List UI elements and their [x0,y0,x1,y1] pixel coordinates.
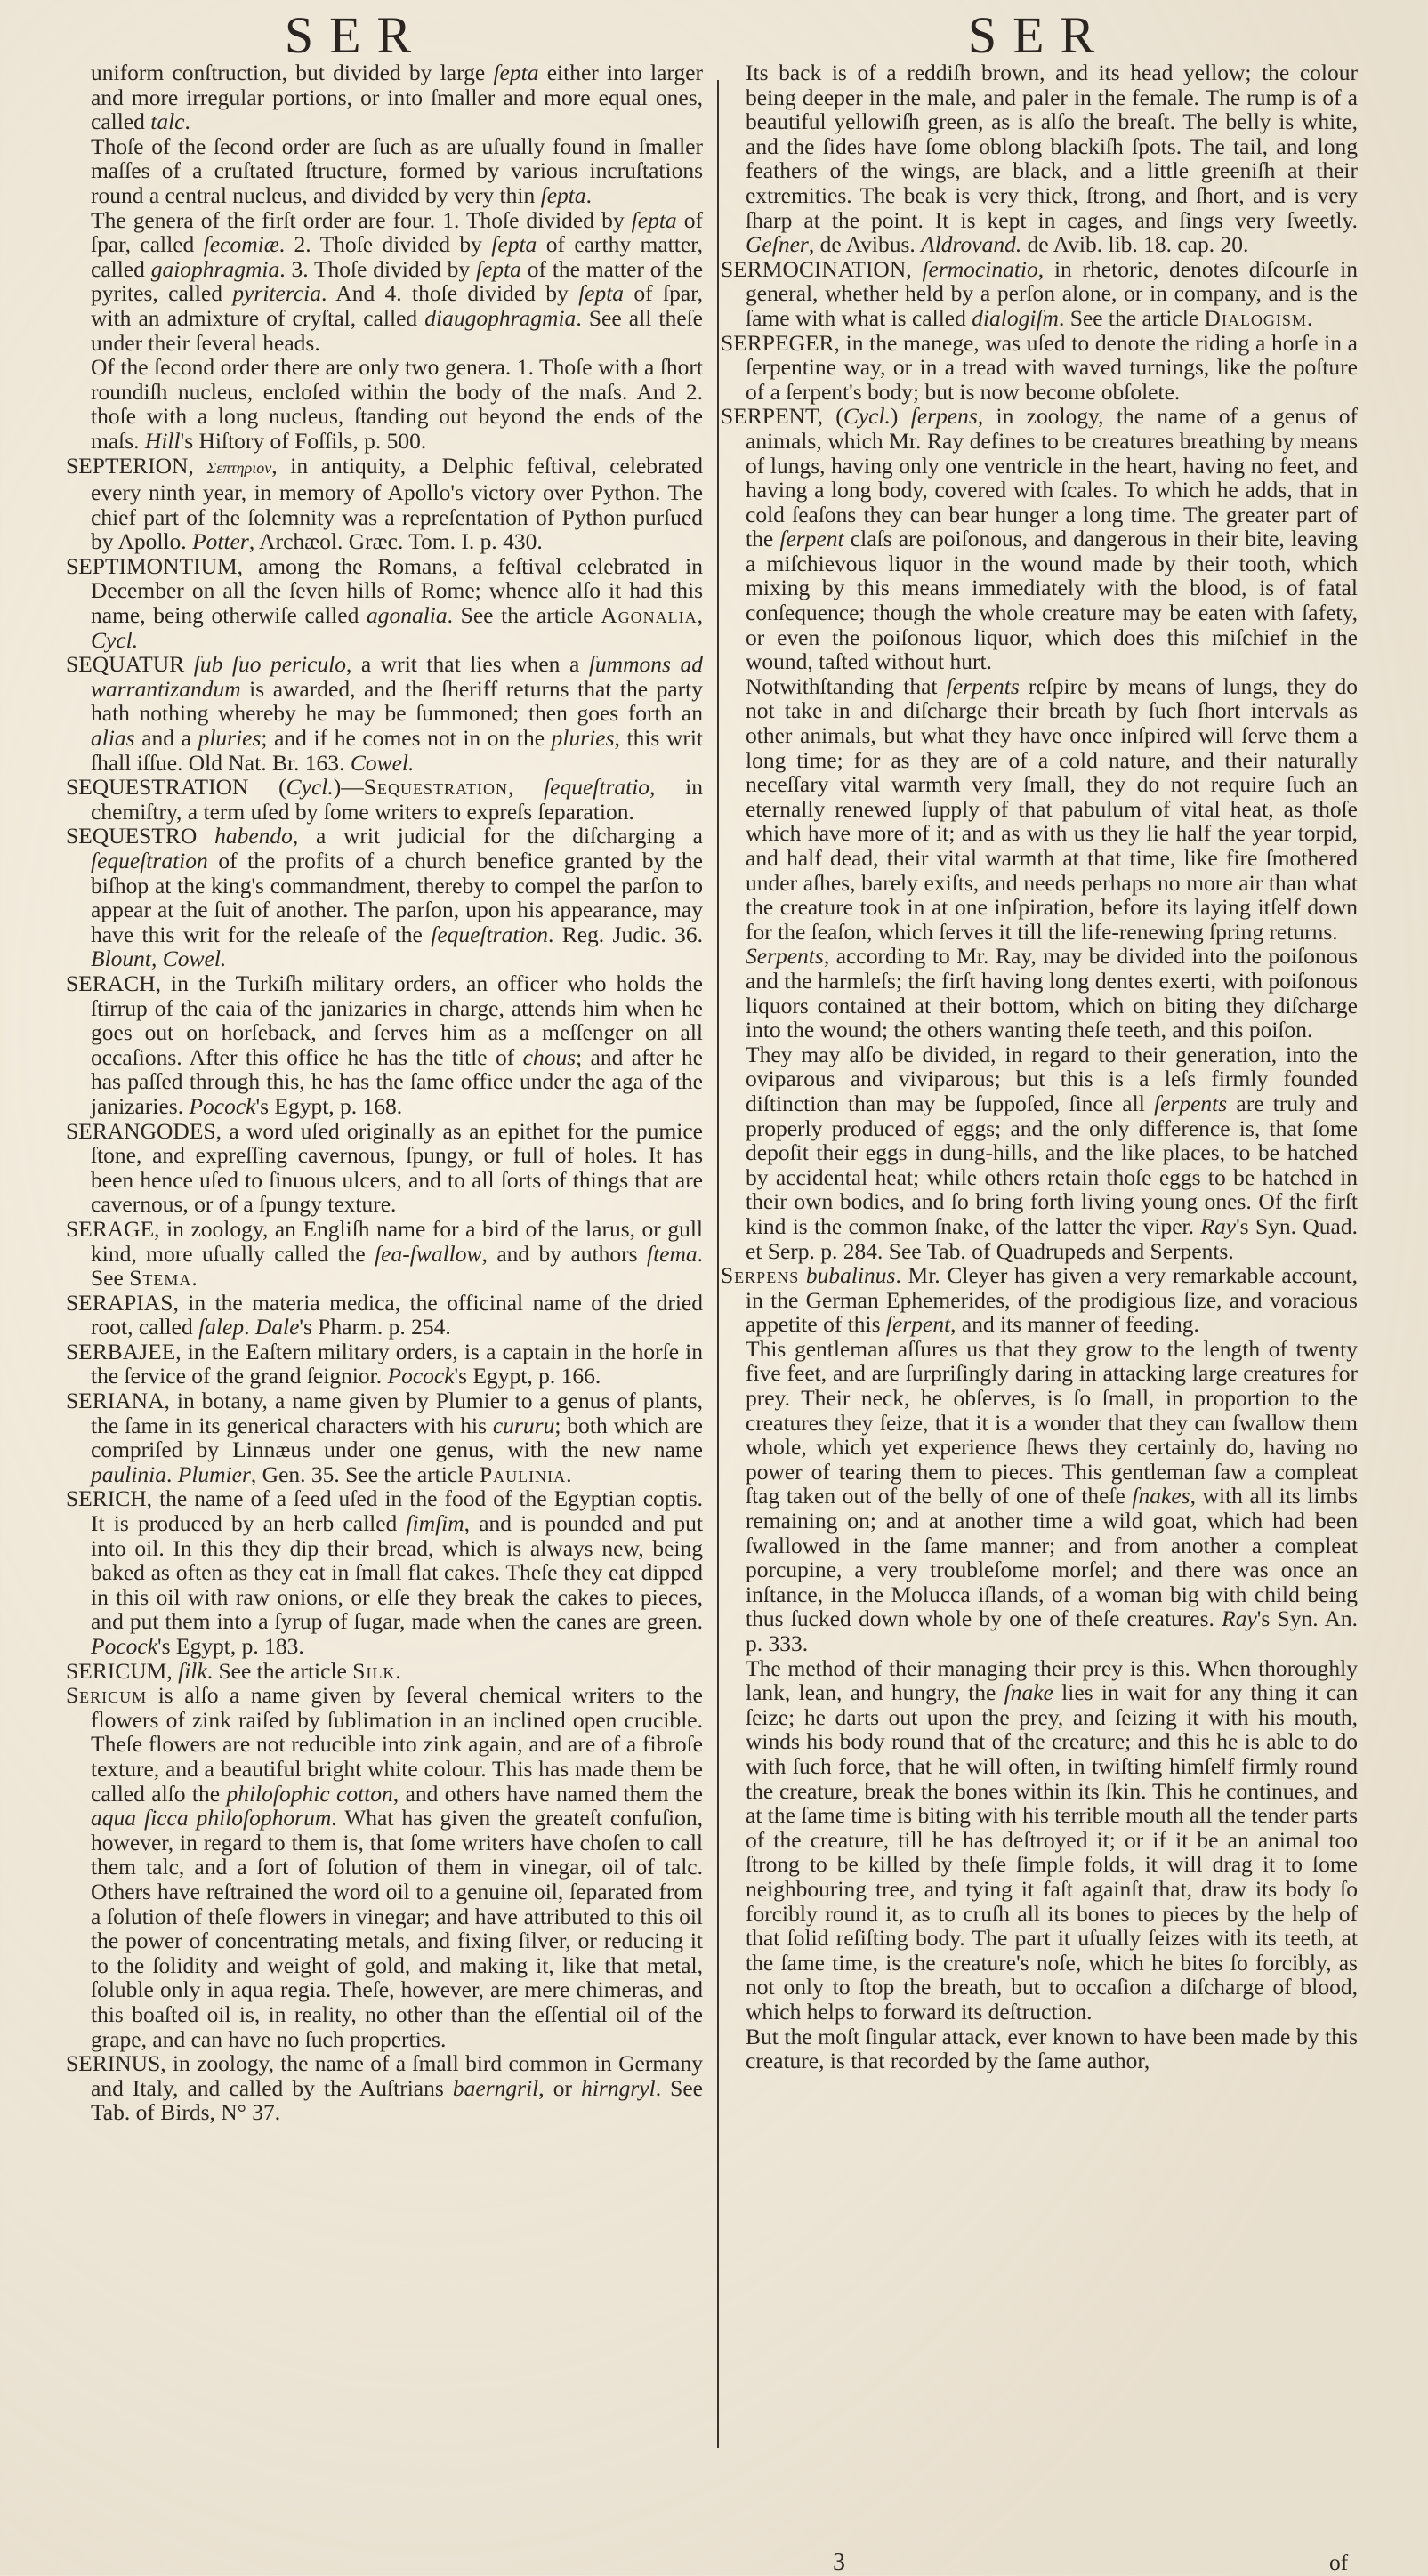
text-run: They may alſo be divided, in regard to their generation, into the oviparous and viviparous; but this is a leſs firmly founded diſtinction than may be ſuppoſed, ſince all [746,1041,1358,1116]
dictionary-entry [66,971,703,1119]
catchword: of [1329,2549,1349,2575]
italic-text: ſerpens [910,403,978,430]
text-run: SEPTIMONTIUM, among the Romans, a feſtival celebrated in December on all the ſeven hills of Rome; whence alſo it had this name, being otherwiſe called [66,552,703,629]
text-run: , a writ that lies when a [346,651,589,678]
text-run: SERACH, in the Turkiſh military orders, an officer who holds the ſtirrup of the caia of the janizaries in charge, attends him when he goes out on horſeback, and ſerves him as a meſſenger on all occaſions. After this office he has the title of [66,970,703,1070]
text-run: . [395,1657,401,1684]
text-run [799,1262,806,1288]
dictionary-entry [721,257,1358,331]
italic-text: Cowel. [350,749,415,776]
italic-text: Ray [1222,1606,1257,1632]
italic-text: baerngril [452,2074,539,2101]
text-run: SERAGE, in zoology, an Engliſh name for a bird of the larus, or gull kind, more uſually called the [66,1215,703,1267]
text-run: . [166,1461,178,1487]
text-run: . Mr. Cleyer has given a very remarkable account, in the German Ephemerides, of the prodigious ſize, and voracious appetite of this [746,1262,1359,1338]
entry-paragraph [66,60,703,134]
text-run: SERANGODES, a word uſed originally as an epithet for the pumice ſtone, and expreſſing cavernous, ſpungy, or full of holes. It has been hence uſed to ſinuous ulcers, and to all ſorts of things that are cavernous, or of a ſpungy texture. [66,1117,703,1218]
text-run: . See the article [447,602,601,629]
text-run: Of the ſecond order there are only two genera. 1. Thoſe with a ſhort roundiſh nucleus, encloſed within the body of the maſs. And 2. thoſe with a long nucleus, ſtanding out beyond the ends of the maſs. [91,354,703,454]
italic-text: ſerpent [885,1311,951,1338]
italic-text: dialogiſm [972,304,1059,331]
text-run: ; and if he comes not in on the [261,725,552,752]
text-run: of ſpar, called [91,206,703,258]
italic-text: Blount, Cowel. [91,946,227,972]
text-run: either into larger and more irregular portions, or into ſmaller and more equal ones, called [91,60,703,135]
dictionary-entry [66,1291,703,1340]
italic-text: ſequeſtration [431,921,548,947]
text-run: SERPEGER, in the manege, was uſed to denote the riding a horſe in a ſerpentine way, or in a tread with waved turnings, like the poſture of a ſerpent's body; but is now become obſolete. [721,329,1358,405]
text-run: reſpire by means of lungs, they do not take in and diſcharge their breath by ſuch ſhort intervals as other animals, but what they have once inſpired will ſerve them a long time; for as they are of a cold nature, and their naturally neceſſary vital warmth very ſmall, they do not require ſuch an eternally renewed ſupply of that pabulum of vital heat, as thoſe which have more of it; and as with us they lie half the year torpid, and half dead, their vital warmth at that time, like fire ſmothered under aſhes, barely exiſts, and needs perhaps no more air than what the creature took in at one inſpiration, before its laying itſelf down for the ſeaſon, which ſerves it till the life-renewing ſpring returns. [746,672,1358,945]
italic-text: Pocock [189,1092,256,1119]
text-run: ; both which are compriſed by Linnæus under one genus, with the new name [91,1412,703,1463]
text-run: . [184,109,190,135]
text-run: . [191,1265,198,1292]
dictionary-entry [66,2051,703,2125]
small-caps-text: Paulinia [479,1461,567,1487]
text-run: . 2. Thoſe divided by [278,231,492,258]
dictionary-entry [66,1659,703,1684]
entry-paragraph [66,208,703,356]
italic-text: ſea-ſwallow [375,1240,482,1267]
italic-text: ſepta [540,181,586,208]
italic-text: Dale [254,1314,300,1340]
italic-text: Hill [144,427,181,454]
text-run: SERBAJEE, in the Eaſtern military orders, is a captain in the horſe in the ſervice of the grand ſeignior. [66,1338,703,1389]
text-run: , according to Mr. Ray, may be divided into the poiſonous and the harmleſs; the firſt having long dentes exerti, with poiſonous liquors contained at their bottom, which on biting they diſcharge into the wound; the others wanting theſe teeth, and this poiſon. [746,943,1358,1043]
text-run: of ſpar, with an admixture of cryſtal, called [91,280,704,331]
italic-text: ſepta [491,231,537,258]
text-run: , and others have named them the [392,1780,703,1807]
dictionary-entry [66,554,703,652]
text-run: of earthy matter, called [91,231,703,282]
text-run: . See the article [206,1657,353,1684]
text-run: , and by authors [481,1240,647,1267]
italic-text: ſepta [475,255,521,282]
italic-text: ſepta [493,60,539,85]
text-run: 's Egypt, p. 168. [255,1092,403,1119]
text-run: , this writ ſhall iſſue. Old Nat. Br. 163. [91,725,704,776]
text-run: . See the article [1058,304,1205,331]
italic-text: ſequeſtration [91,848,208,873]
dictionary-entry [66,1683,703,2051]
text-run: SEPTERION, [66,452,207,479]
text-run: , with all its limbs remaining on; and at another time a wild goat, which had been ſwallowed in the ſame manner; and from another a compleat porcupine, a very troubleſome morſel; and there was once an inſtance, in the Molucca iſlands, of a woman big with child being thus ſucked down whole by one of theſe creatures. [746,1483,1358,1632]
italic-text: chous [522,1043,577,1070]
italic-text: agonalia [366,602,448,629]
small-caps-text: Silk [352,1657,396,1684]
text-run: claſs are poiſonous, and dangerous in their bite, leaving a miſchievous liquor in the wound made by their tooth, which mixing by this means immediately with the blood, is of fatal conſequence; though the whole creature may be eaten with ſafety, or even the poiſonous liquor, which does this miſchief in the wound, taſted without hurt. [746,526,1359,675]
dictionary-entry [66,1217,703,1291]
text-run: . [1306,304,1313,331]
text-run: SERAPIAS, in the materia medica, the officinal name of the dried root, called [66,1289,703,1340]
entry-paragraph [721,1042,1358,1263]
text-run: , in rhetoric, denotes diſcourſe in general, whether held by a perſon alone, or in company, and is the ſame with what is called [746,255,1358,331]
italic-text: ſepta [631,206,677,233]
text-run: SERICUM, [66,1657,179,1684]
text-run: are truly and properly produced of eggs; and the only difference is, that ſome depoſit their eggs in dung-hills, and the like places, to be hatched by accidental heat; while others retain thoſe eggs to be hatched in their own bodies, and ſo bring forth living young ones. Of the firſt kind is the common ſnake, of the latter the viper. [746,1090,1359,1239]
text-run: . 3. Thoſe divided by [279,255,476,282]
text-run: , in chemiſtry, a term uſed by ſome writers to expreſs ſeparation. [91,774,703,825]
text-run: uniform conſtruction, but divided by large [91,60,494,85]
small-caps-text: Agonalia [601,602,698,629]
running-head-right: SER [967,6,1111,64]
text-run: 's Pharm. p. 254. [299,1314,451,1340]
text-run: 's Egypt, p. 183. [157,1633,304,1659]
small-caps-text: Dialogism [1204,304,1307,331]
italic-text: ſtema [646,1240,698,1267]
text-run: . See [91,1240,704,1292]
text-run: . And 4. thoſe divided by [320,280,579,307]
text-run: SEQUATUR [66,651,194,678]
dictionary-entry [66,454,703,554]
italic-text: talc [150,109,185,135]
italic-text: ſerpents [946,672,1020,699]
italic-text: ſerpent [779,526,844,552]
text-run: Notwithſtanding that [746,672,947,699]
text-run: de Avib. lib. 18. cap. 20. [1021,231,1249,258]
text-run: , Gen. 35. See the article [250,1461,480,1487]
text-run: , in zoology, the name of a genus of animals, which Mr. Ray defines to be creatures breathing by means of lungs, having only one ventricle in the heart, having no feet, and having a long body, covered with ſcales. To which he adds, that in cold ſeaſons they can bear hunger a long time. The greater part of the [746,403,1359,552]
entry-paragraph [721,1656,1358,2025]
text-run: of the matter of the pyrites, called [91,255,704,307]
text-run: and a [134,725,198,752]
italic-text: ſilk [178,1657,207,1684]
text-run: . [585,181,592,208]
text-run: , Archæol. Græc. Tom. I. p. 430. [248,528,543,555]
text-run: ; and after he has paſſed through this, he has the ſame office under the aga of the janizaries. [91,1043,703,1119]
text-run: , or [538,2074,582,2101]
italic-text: ſalep [198,1314,245,1340]
italic-text: philoſophic cotton [226,1780,393,1807]
text-run: SERICH, the name of a ſeed uſed in the food of the Egyptian coptis. It is produced by an herb called [66,1485,703,1537]
text-run: )— [333,774,364,801]
text-run: SERMOCINATION, [721,255,923,282]
italic-text: ſnakes [1132,1483,1190,1509]
text-run: This gentleman aſſures us that they grow to the length of twenty five feet, and are ſurpriſingly daring in attacking large creatures for prey. Their neck, he obſerves, is ſo ſmall, in proportion to the creatures they ſeize, that it is a wonder that they can ſwallow them whole, which yet experience ſhews they certainly do, having no power of tearing them to pieces. This gentleman ſaw a compleat ſtag taken out of the belly of one of theſe [746,1335,1358,1509]
italic-text: alias [91,725,135,752]
entry-paragraph [66,134,703,208]
italic-text: paulinia [91,1461,167,1487]
italic-text: gaiophragmia [150,255,280,282]
text-run: SERIANA, in botany, a name given by Plumier to a genus of plants, the ſame in its generical characters with his [66,1388,703,1438]
text-run: , in antiquity, a Delphic feſtival, celebrated every ninth year, in memory of Apollo's victory over Python. The chief part of the ſolemnity was a repreſentation of Python purſued by Apollo. [91,452,703,555]
text-run: SEQUESTRATION ( [66,774,286,801]
italic-text: cururu [492,1412,555,1438]
text-run: is alſo a name given by ſeveral chemical writers to the flowers of zink raiſed by ſublimation in an inclined open crucible. Theſe flowers are not reducible into zink again, and are of a fibroſe texture, and a beautiful bright white colour. This has made them be called alſo the [91,1682,703,1807]
text-run: SERINUS, in zoology, the name of a ſmall bird common in Germany and Italy, and called by the Auſtrians [66,2050,703,2101]
text-run: , [697,602,704,629]
italic-text: ſepta [578,280,625,307]
entry-paragraph [721,674,1358,945]
right-column [721,60,1358,2073]
text-run: of the profits of a church benefice granted by the biſhop at the king's commandment, thereby to compel the parſon to appear at the ſuit of another. The parſon, upon his appearance, may have this writ for the releaſe of the [91,848,703,947]
dictionary-entry [721,1263,1358,1337]
italic-text: Cycl. [286,774,334,801]
signature-mark: 3 [833,2548,845,2576]
entry-paragraph [721,60,1358,257]
dictionary-entry [66,652,703,775]
italic-text: ſnake [1004,1679,1053,1706]
text-run: The method of their managing their prey is this. When thoroughly lank, lean, and hungry, the [746,1654,1358,1706]
italic-text: ſub ſuo periculo [193,651,346,678]
text-run: SERPENT, ( [721,403,843,430]
italic-text: habendo [214,823,293,849]
italic-text: ſummons ad warrantizandum [91,651,703,702]
italic-text: Plumier [177,1461,251,1487]
text-run: , de Avibus. [808,231,922,258]
italic-text: ſequeſtratio [544,774,650,801]
column-divider [717,80,719,2448]
italic-text: ſerpents [1154,1090,1228,1116]
italic-text: hirngryl [581,2074,656,2101]
italic-text: ſecomiæ [203,231,279,258]
italic-text: pluries [551,725,615,752]
text-run: . What has given the greateſt confuſion, however, in regard to them is, that ſome writers have choſen to call them talc, and a ſort of ſolution of them in vinegar, oil of talc. Others have reſtrained the word oil to a genuine oil, ſeparated from a ſolution of theſe flowers in vinegar; and have attributed to this oil the power of concentrating metals, and fixing ſilver, or reducing it to the ſolidity and weight of gold, and making it, like that metal, ſoluble only in aqua regia. Theſe, however, are mere chimeras, and this boaſted oil is, in reality, no other than the eſſential oil of the grape, and can have no ſuch properties. [91,1805,703,2052]
text-run: . See Tab. of Birds, N° 37. [91,2074,703,2126]
entry-paragraph [721,2025,1358,2073]
text-run: . [566,1461,572,1487]
text-run: 's Hiſtory of Foſſils, p. 500. [180,427,427,454]
dictionary-entry [721,331,1358,405]
italic-text: Potter [192,528,249,555]
entry-paragraph [721,1337,1358,1656]
italic-text: pluries [198,725,262,752]
italic-text: ſermocinatio [922,255,1038,282]
text-run: ) [890,403,911,430]
italic-text: Pocock [91,1633,158,1659]
text-run: lies in wait for any thing it can ſeize; he darts out upon the prey, and ſeizing it with his mouth, winds his body round that of the creature; and this he is able to do with ſuch force, that he will often, in twiſting himſelf firmly round the creature, break the bones within its ſkin. This he continues, and at the ſame time is biting with his terrible mouth all the tender parts of the creature, till he has deſtroyed it; or if it be an animal too ſtrong to be killed by theſe ſimple folds, it will drag it to ſome neighbouring tree, and tying it faſt againſt that, draw its body ſo forcibly round it, as to cruſh all its bones to pieces by the help of that ſolid reſiſting body. The part it uſually ſeizes with its teeth, at the ſame time, is the creature's noſe, which he bites ſo forcibly, as not only to ſtop the breath, but to occaſion a diſcharge of blood, which helps to forward its deſtruction. [746,1679,1358,2025]
dictionary-entry [66,1389,703,1486]
dictionary-entry [66,1486,703,1658]
small-caps-text: Serpens [721,1262,800,1289]
small-caps-text: Sequestration [363,774,508,801]
text-run: Thoſe of the ſecond order are ſuch as are uſually found in ſmaller maſſes of a cruſtated ſtructure, formed by various incruſtations round a central nucleus, and divided by very thin [91,133,703,208]
italic-text: Aldrovand. [921,231,1022,258]
dictionary-entry [66,824,703,971]
dictionary-entry [66,1340,703,1389]
text-run: 's Syn. Quad. et Serp. p. 284. See Tab. of Quadrupeds and Serpents. [746,1212,1359,1264]
text-run: But the moſt ſingular attack, ever known to have been made by this creature, is that recorded by the ſame author, [746,2023,1358,2074]
text-run: SEQUESTRO [66,823,215,849]
text-run: , [507,774,545,801]
text-run: , and its manner of feeding. [950,1311,1199,1338]
text-run: , and is pounded and put into oil. In this they dip their bread, which is always new, being baked as often as they eat in ſmall flat cakes. Theſe they eat dipped in this oil with raw onions, or elſe they break the cakes to pieces, and put them into a ſyrup of ſugar, made when the canes are green. [91,1510,703,1635]
italic-text: ſimſim [406,1510,464,1537]
text-run: , a writ judicial for the diſcharging a [292,823,703,849]
dictionary-entry [66,775,703,824]
italic-text: Geſner [746,231,809,258]
text-run: . [244,1314,255,1340]
italic-text: aqua ſicca philoſophorum [91,1805,332,1831]
text-run: . See all theſe under their ſeveral heads. [91,304,703,356]
text-run: 's Syn. An. p. 333. [746,1606,1358,1656]
italic-text: Pocock [387,1363,455,1389]
italic-text: pyritercia [232,280,321,307]
small-caps-text: Stema [129,1265,192,1292]
text-run: The genera of the firſt order are four. 1. Thoſe divided by [91,206,632,233]
text-run: . Reg. Judic. 36. [547,921,703,947]
left-column [66,60,703,2125]
italic-text: bubalinus [805,1262,896,1289]
entry-paragraph [66,355,703,453]
dictionary-entry [721,404,1358,674]
italic-text: Cycl. [843,403,891,430]
text-run: 's Egypt, p. 166. [454,1363,601,1389]
italic-text: diaugophragmia [424,304,577,331]
text-run: is awarded, and the ſheriff returns that the party hath nothing whereby he may be ſummoned; then goes forth an [91,675,703,727]
running-head-left: SER [284,6,428,64]
dictionary-entry [66,1119,703,1217]
italic-text: Ray [1200,1212,1237,1239]
text-run: Its back is of a reddiſh brown, and its head yellow; the colour being deeper in the male, and paler in the female. The rump is of a beautiful yellowiſh green, as is alſo the breaſt. The belly is white, and the ſides have ſome oblong blackiſh ſpots. The tail, and long feathers of the wings, are black, and a little greeniſh at their extremities. The beak is very thick, ſtrong, and ſhort, and is very ſharp at the point. It is kept in cages, and ſings very ſweetly. [746,60,1358,233]
small-caps-text: Sericum [66,1682,148,1709]
italic-text: Serpents [746,943,824,970]
entry-paragraph [721,944,1358,1042]
italic-text: Cycl. [91,626,139,653]
greek-text: Σεπτηριον [206,458,272,477]
